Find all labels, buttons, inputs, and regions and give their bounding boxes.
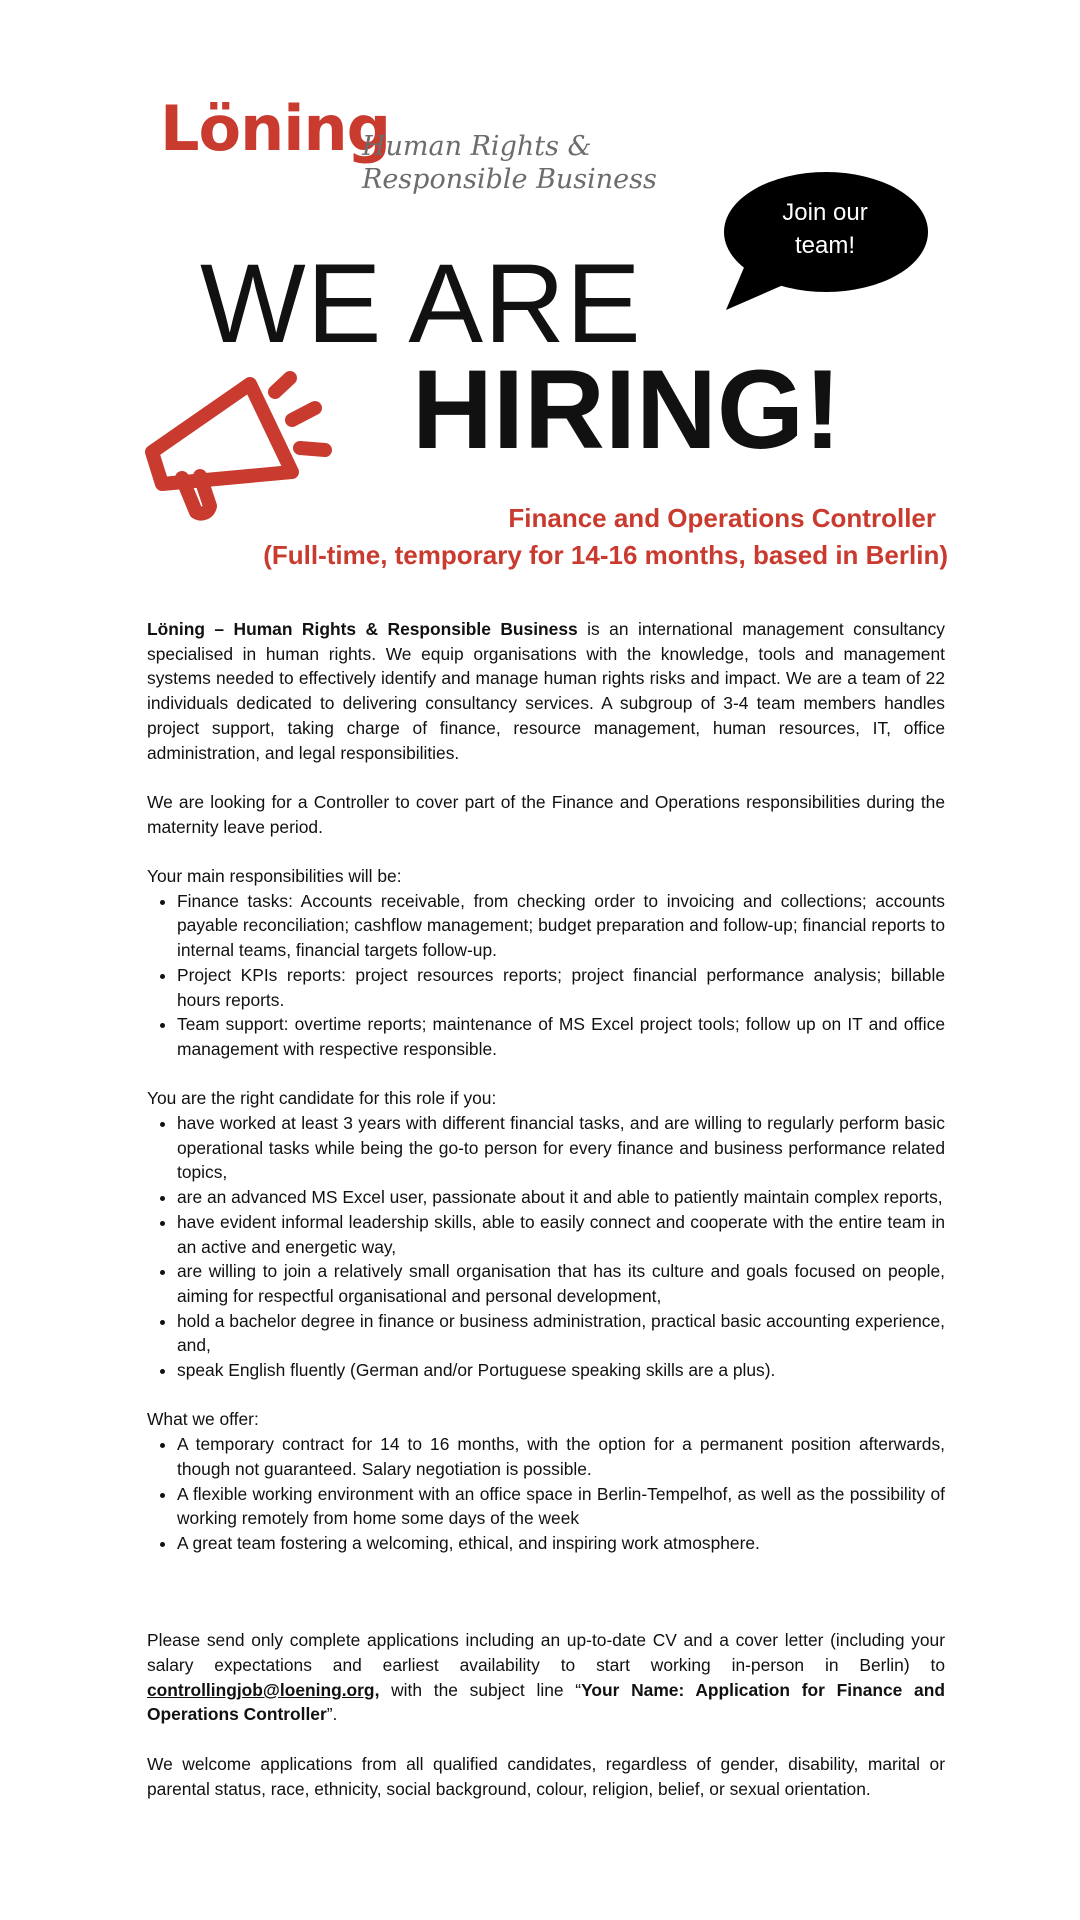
looking-for-paragraph: We are looking for a Controller to cover part of the Finance and Operations responsibilities during the maternity leave period.	[147, 791, 945, 837]
apply-email-link[interactable]: controllingjob@loening.org	[147, 1679, 375, 1700]
bubble-line2: team!	[794, 232, 856, 259]
diversity-paragraph: We welcome applications from all qualified candidates, regardless of gender, disability, marital or parental status, race, ethnicity, social background, colour, religion, belief, or sexual orientation.	[147, 1753, 945, 1799]
job-details: (Full-time, temporary for 14-16 months, based in Berlin)	[263, 540, 948, 570]
spacer	[147, 1580, 945, 1628]
headline-hiring: HIRING!	[412, 347, 842, 472]
candidate-list	[147, 1111, 945, 1383]
responsibilities-list	[147, 889, 945, 1062]
list-item: • Team support: overtime reports; maintenance of MS Excel project tools; follow up on IT and office management with respective responsible.	[177, 1012, 945, 1061]
apply-text-1: Please send only complete applications including an up-to-date CV and a cover letter (including your salary expectations and earliest availability to start working in-person in Berlin) to	[147, 1630, 945, 1676]
logo-tagline-line2: Responsible Business	[362, 164, 657, 195]
candidate-heading: You are the right candidate for this role if you:	[147, 1088, 497, 1109]
logo-tagline	[362, 130, 657, 196]
list-item: • are willing to join a relatively small organisation that has its culture and goals focused on people, aiming for respectful organisational and personal development,	[177, 1259, 945, 1308]
list-item: • A flexible working environment with an office space in Berlin-Tempelhof, as well as the possibility of working remotely from home some days of the week	[177, 1482, 945, 1531]
list-item: • Project KPIs reports: project resources reports; project financial performance analysis; billable hours reports.	[177, 963, 945, 1012]
headline-we-are: WE ARE	[200, 241, 642, 366]
apply-text-2: with the subject line “	[379, 1679, 582, 1700]
apply-subject: Your Name: Application for Finance and Operations Controller	[147, 1679, 945, 1725]
apply-text-3: ”.	[326, 1704, 338, 1725]
intro-paragraph	[147, 617, 945, 765]
list-item: • are an advanced MS Excel user, passionate about it and able to patiently maintain complex reports,	[177, 1185, 945, 1210]
job-title-block	[240, 500, 948, 574]
responsibilities-heading: Your main responsibilities will be:	[147, 866, 402, 886]
bubble-text	[760, 196, 890, 262]
list-item: • have evident informal leadership skills, able to easily connect and cooperate with the entire team in an active and energetic way,	[177, 1210, 945, 1259]
offer-heading: What we offer:	[147, 1409, 259, 1430]
list-item: • speak English fluently (German and/or Portuguese speaking skills are a plus).	[177, 1358, 945, 1383]
list-item: • hold a bachelor degree in finance or business administration, practical basic accounting experience, and,	[177, 1309, 945, 1358]
list-item: • have worked at least 3 years with different financial tasks, and are willing to regularly perform basic operational tasks while being the go-to person for every finance and business performance related topics,	[177, 1111, 945, 1185]
company-logo: Löning	[160, 92, 391, 165]
apply-paragraph	[147, 1628, 945, 1727]
list-item: • Finance tasks: Accounts receivable, from checking order to invoicing and collections; accounts payable reconciliation; cashflow management; budget preparation and follow-up; financial reports to internal teams, financial targets follow-up.	[177, 889, 945, 963]
apply-comma: ,	[374, 1679, 380, 1700]
job-title: Finance and Operations Controller	[508, 503, 936, 533]
intro-text: is an international management consultancy specialised in human rights. We equip organisations with the knowledge, tools and management systems needed to effectively identify and manage human rights risks and impact. We are a team of 22 individuals dedicated to delivering consultancy services. A subgroup of 3-4 team members handles project support, taking charge of finance, resource management, human resources, IT, office administration, and legal responsibilities.	[147, 619, 945, 763]
offer-list	[147, 1432, 945, 1556]
job-description	[147, 617, 945, 1826]
logo-tagline-line1: Human Rights &	[362, 131, 592, 162]
bubble-line1: Join our	[782, 199, 868, 226]
company-name: Löning – Human Rights & Responsible Business	[147, 619, 578, 639]
list-item: • A temporary contract for 14 to 16 months, with the option for a permanent position afterwards, though not guaranteed. Salary negotiation is possible.	[177, 1432, 945, 1481]
list-item: • A great team fostering a welcoming, ethical, and inspiring work atmosphere.	[177, 1531, 945, 1556]
